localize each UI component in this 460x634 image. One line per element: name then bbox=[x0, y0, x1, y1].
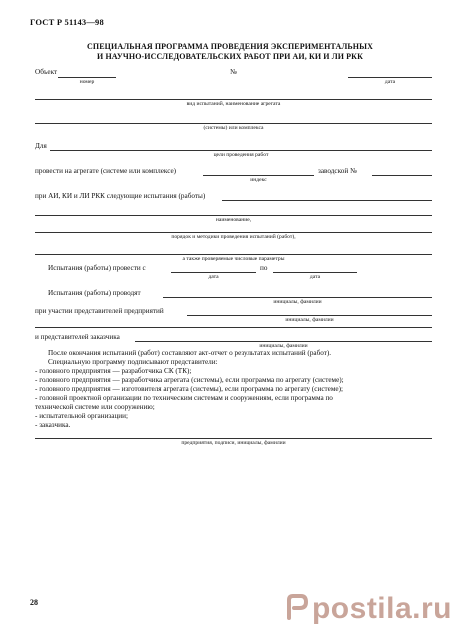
signatures-line[interactable] bbox=[35, 438, 432, 439]
period-start-line[interactable] bbox=[171, 272, 256, 273]
body-paragraph-2: Специальную программу подписывают представители: bbox=[48, 358, 218, 366]
tests-line[interactable] bbox=[222, 200, 432, 201]
system-caption: (системы) или комплекса bbox=[203, 125, 264, 131]
signer-item-2: - головного предприятия — разработчика агрегата (системы), если программа по агрегату (системе); bbox=[35, 376, 344, 384]
object-label: Объект bbox=[35, 68, 58, 76]
initials-caption-1: инициалы, фамилии bbox=[273, 299, 322, 305]
initials-caption-2: инициалы, фамилии bbox=[285, 317, 334, 323]
order-caption: порядок и методики проведения испытаний (работ), bbox=[171, 234, 296, 240]
name-caption: наименование, bbox=[215, 217, 252, 223]
factory-number-line[interactable] bbox=[372, 175, 432, 176]
body-paragraph-1: После окончания испытаний (работ) составляют акт-отчет о результатах испытаний (работ). bbox=[48, 349, 332, 357]
order-line[interactable] bbox=[35, 232, 432, 233]
enterprises-line[interactable] bbox=[187, 315, 432, 316]
conduct-label: провести на агрегате (системе или комплексе) bbox=[35, 167, 177, 175]
index-caption: индекс bbox=[250, 177, 267, 183]
object-date-line[interactable] bbox=[348, 77, 432, 78]
watermark-text: postila.ru bbox=[311, 592, 452, 625]
params-line[interactable] bbox=[35, 254, 432, 255]
test-type-caption: вид испытаний, наименование агрегата bbox=[186, 101, 281, 107]
signer-item-3: - головного предприятия — изготовителя агрегата (системы), если программа по агрегату (системе); bbox=[35, 385, 343, 393]
conducted-line[interactable] bbox=[163, 297, 432, 298]
initials-caption-3: инициалы, фамилии bbox=[259, 343, 308, 349]
signer-item-5: - испытательной организации; bbox=[35, 412, 128, 420]
signer-item-4a: - головной проектной организации по техническим системам и сооружениям, если программа по bbox=[35, 394, 333, 402]
customer-label: и представителей заказчика bbox=[35, 333, 120, 341]
tests-label: при АИ, КИ и ЛИ РКК следующие испытания (работы) bbox=[35, 192, 206, 200]
factory-label: заводской № bbox=[318, 167, 357, 175]
date-caption: дата bbox=[384, 79, 396, 85]
period-end-line[interactable] bbox=[273, 272, 357, 273]
period-date-caption-2: дата bbox=[309, 274, 321, 280]
title-line-2: И НАУЧНО-ИССЛЕДОВАТЕЛЬСКИХ РАБОТ ПРИ АИ, КИ И ЛИ РКК bbox=[97, 52, 363, 61]
signer-item-6: - заказчика. bbox=[35, 421, 71, 429]
name-line[interactable] bbox=[35, 215, 432, 216]
number-caption: номер bbox=[79, 79, 95, 85]
title-line-1: СПЕЦИАЛЬНАЯ ПРОГРАММА ПРОВЕДЕНИЯ ЭКСПЕРИМЕНТАЛЬНЫХ bbox=[87, 42, 373, 51]
enterprises-label: при участии представителей предприятий bbox=[35, 307, 164, 315]
watermark-logo-icon bbox=[286, 594, 308, 628]
signatures-caption: предприятия, подписи, инициалы, фамилии bbox=[181, 440, 286, 446]
signer-item-4b: технической системе или сооружению; bbox=[35, 403, 155, 411]
test-type-line[interactable] bbox=[35, 99, 432, 100]
period-label: Испытания (работы) провести с bbox=[48, 264, 146, 272]
customer-line[interactable] bbox=[135, 341, 432, 342]
conducted-label: Испытания (работы) проводят bbox=[48, 289, 141, 297]
period-to-label: по bbox=[260, 264, 268, 272]
page-number: 28 bbox=[30, 598, 38, 607]
params-caption: а также проверяемые числовые параметры bbox=[182, 256, 285, 262]
signer-item-1: - головного предприятия — разработчика СК (ТК); bbox=[35, 367, 192, 375]
goals-line[interactable] bbox=[50, 150, 432, 151]
index-line[interactable] bbox=[203, 175, 314, 176]
for-label: Для bbox=[35, 142, 47, 150]
object-number-line[interactable] bbox=[58, 77, 116, 78]
number-sign-label: № bbox=[230, 68, 237, 76]
period-date-caption-1: дата bbox=[208, 274, 219, 280]
standard-header: ГОСТ Р 51143—98 bbox=[30, 17, 104, 27]
watermark bbox=[286, 592, 452, 628]
enterprises-line-2[interactable] bbox=[35, 327, 432, 328]
goals-caption: цели проведения работ bbox=[213, 152, 269, 158]
system-line[interactable] bbox=[35, 123, 432, 124]
